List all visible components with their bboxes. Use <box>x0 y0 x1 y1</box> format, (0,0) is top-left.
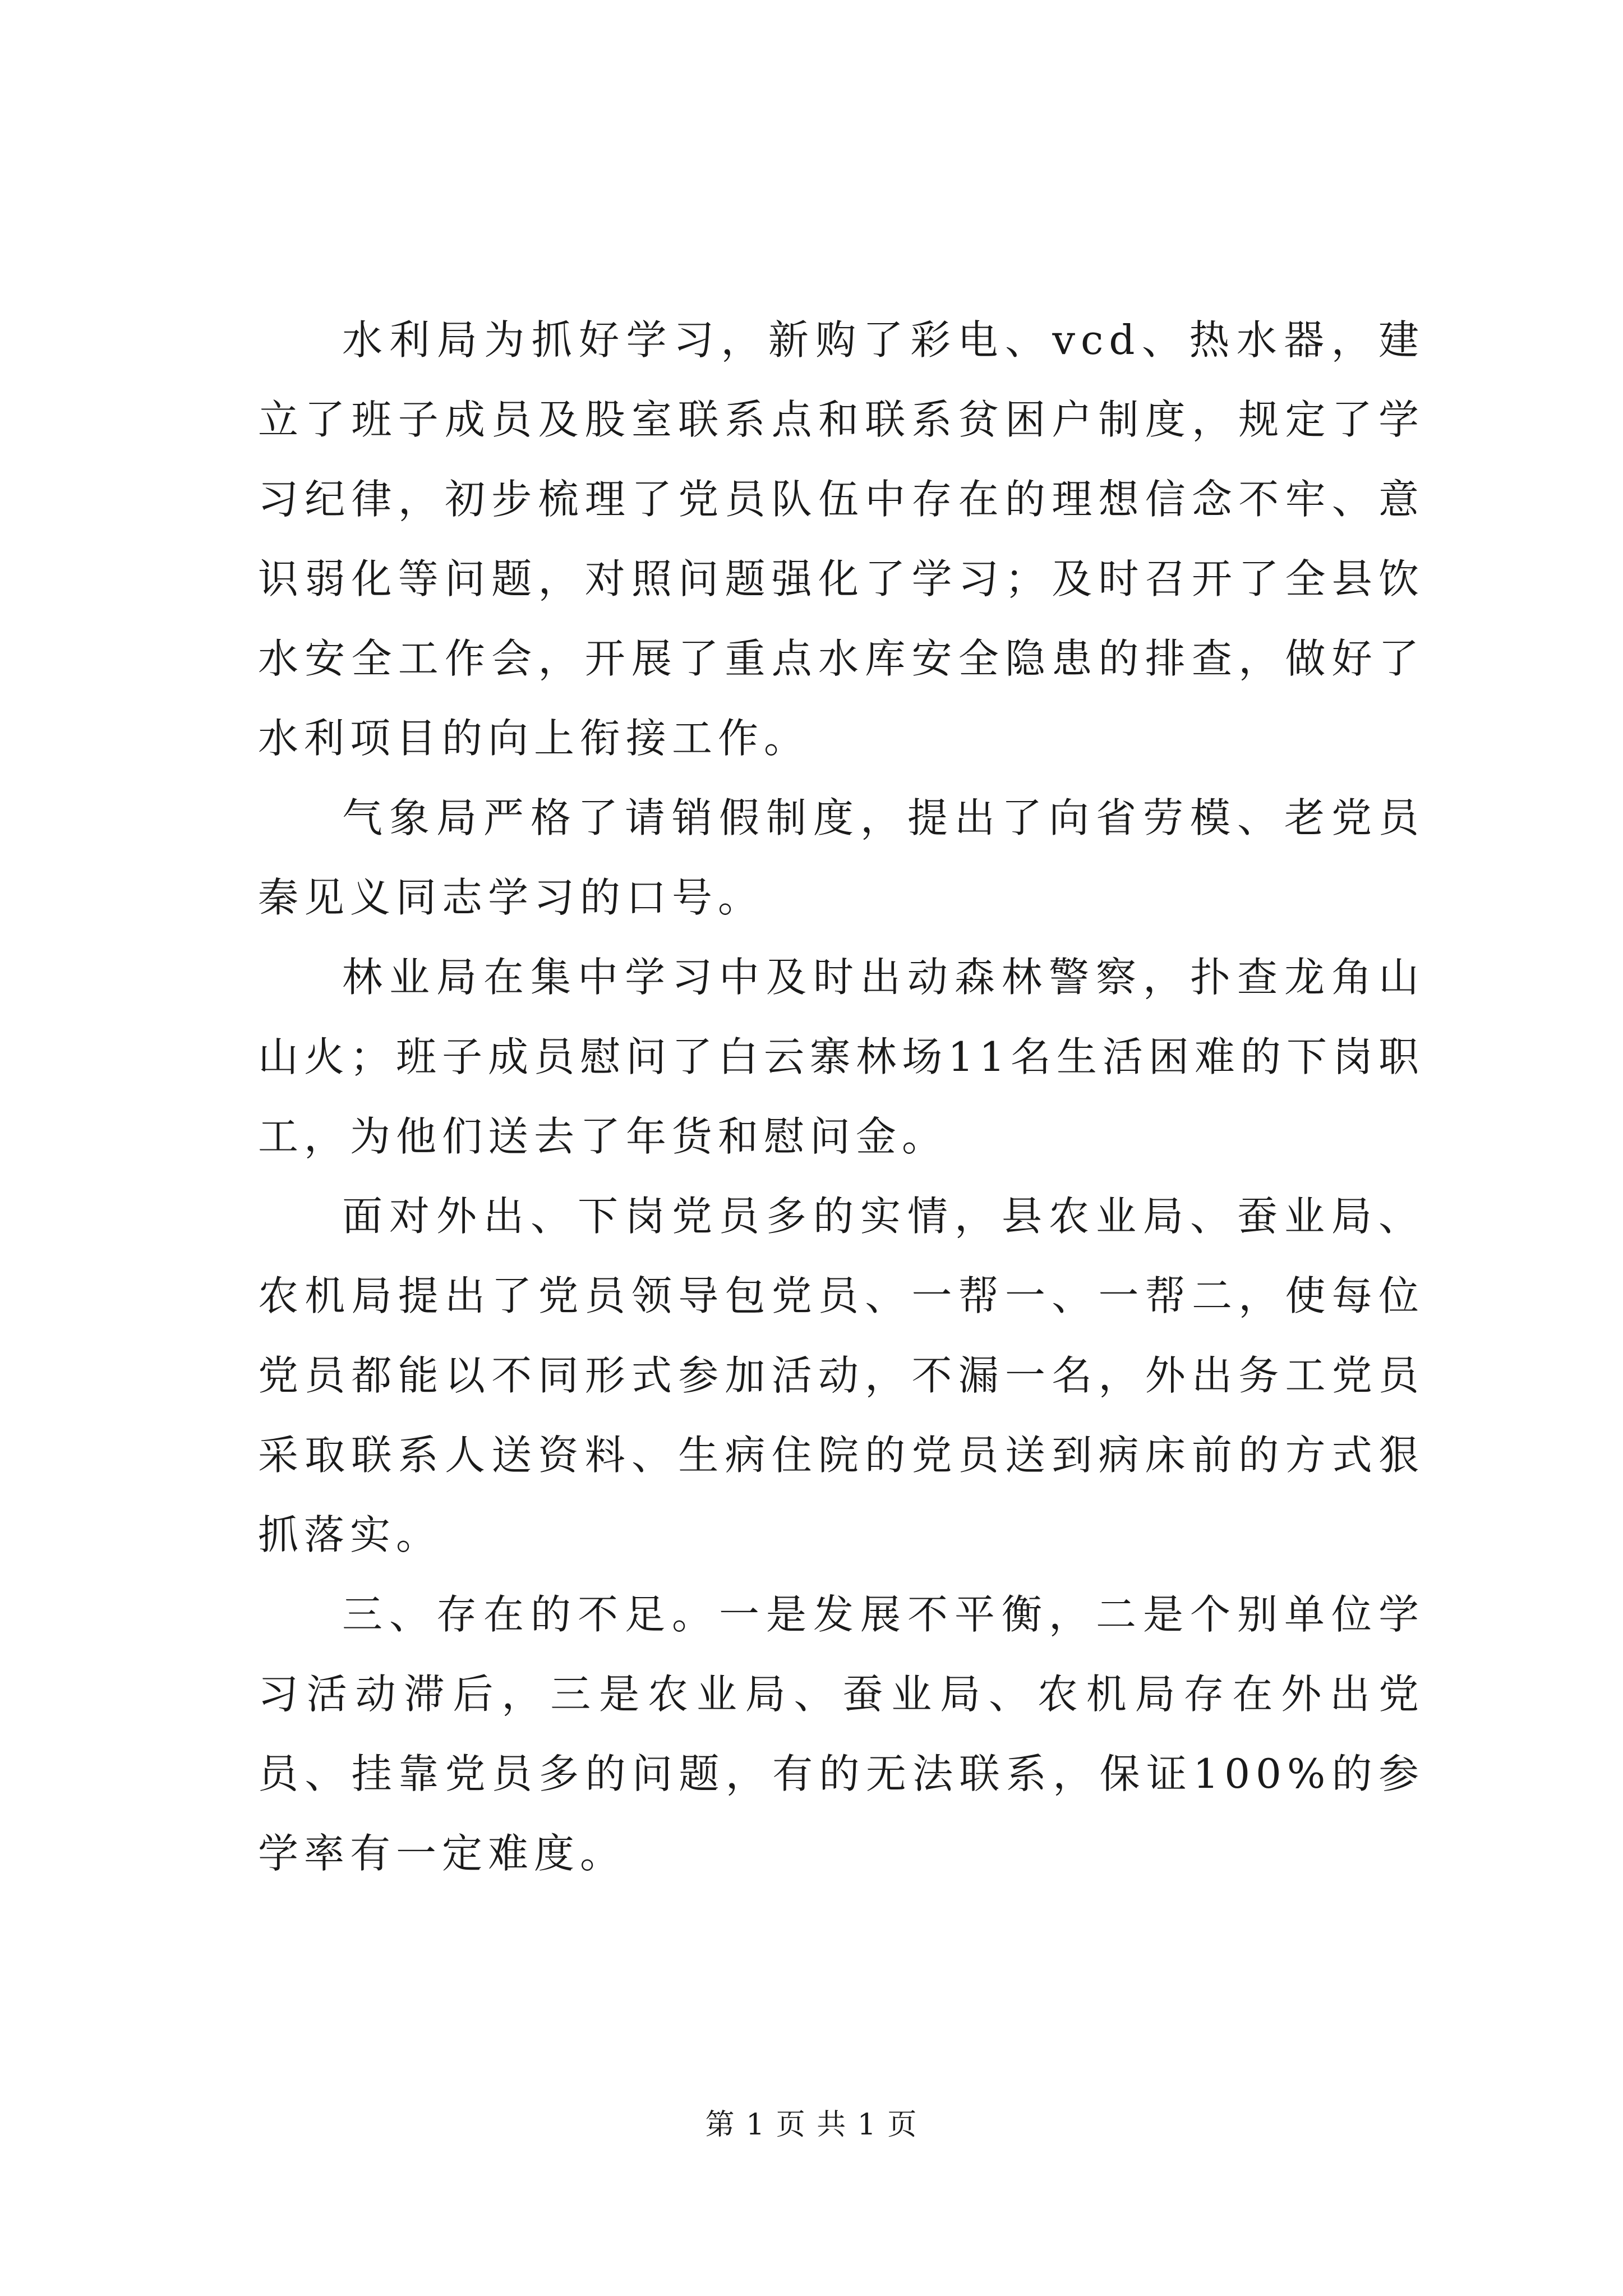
paragraph-shortcomings: 三、存在的不足。一是发展不平衡，二是个别单位学习活动滞后，三是农业局、蚕业局、农机局存在外出党员、挂靠党员多的问题，有的无法联系，保证100%的参学率有一定难度。 <box>258 1591 1424 1877</box>
page-number-footer: 第 1 页 共 1 页 <box>705 2108 918 2142</box>
paragraph-agriculture-bureaus: 面对外出、下岗党员多的实情，县农业局、蚕业局、农机局提出了党员领导包党员、一帮一、一帮二，使每位党员都能以不同形式参加活动，不漏一名，外出务工党员采取联系人送资料、生病住院的党员送到病床前的方式狠抓落实。 <box>258 1193 1424 1558</box>
paragraph-water-bureau: 水利局为抓好学习，新购了彩电、vcd、热水器，建立了班子成员及股室联系点和联系贫困户制度，规定了学习纪律，初步梳理了党员队伍中存在的理想信念不牢、意识弱化等问题，对照问题强化了学习；及时召开了全县饮水安全工作会，开展了重点水库安全隐患的排查，做好了水利项目的向上衔接工作。 <box>258 316 1424 762</box>
paragraph-forestry-bureau: 林业局在集中学习中及时出动森林警察，扑查龙角山山火；班子成员慰问了白云寨林场11名生活困难的下岗职工，为他们送去了年货和慰问金。 <box>258 954 1424 1160</box>
document-body <box>258 300 1424 1893</box>
paragraph-meteorology-bureau: 气象局严格了请销假制度，提出了向省劳模、老党员秦见义同志学习的口号。 <box>258 794 1424 921</box>
